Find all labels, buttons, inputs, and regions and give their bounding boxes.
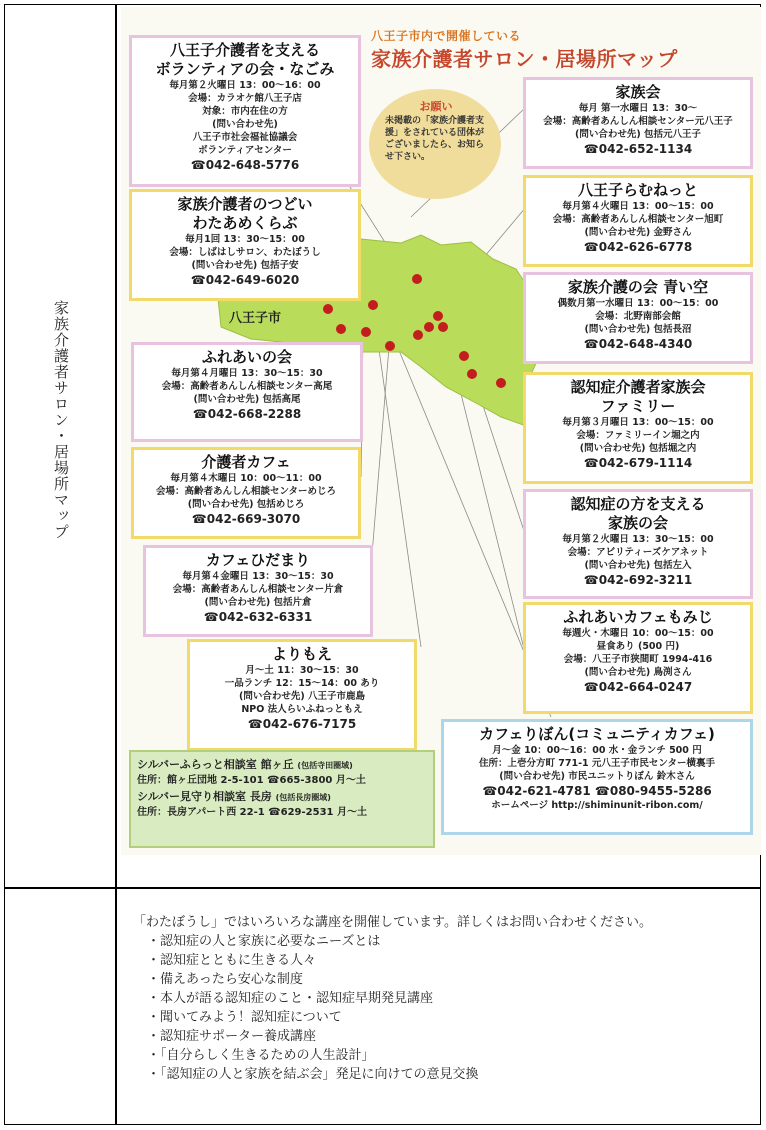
salon-detail: 昼食あり (500 円) bbox=[596, 641, 680, 652]
salon-detail: NPO 法人らいふねっともえ bbox=[241, 704, 363, 715]
lecture-item: ・ 認知症の人と家族に必要なニーズとは bbox=[147, 932, 733, 951]
venue-dot bbox=[336, 324, 346, 334]
salon-detail: 毎月第４月曜日 13：30〜15：30 bbox=[171, 368, 323, 379]
notice-title: お願い bbox=[419, 100, 453, 113]
salon-title: 八王子らむねっと bbox=[577, 181, 698, 199]
silver-line3-note: (包括長房圏域) bbox=[275, 793, 331, 802]
lecture-item: ・ 認知症サポーター養成講座 bbox=[147, 1027, 733, 1046]
salon-detail: 会場：八王子市狭間町 1994-416 bbox=[563, 654, 713, 665]
salon-detail: 対象：市内在住の方 bbox=[202, 106, 288, 117]
salon-detail: 会場：カラオケ館八王子店 bbox=[188, 93, 302, 104]
salon-box-kazokukai bbox=[523, 77, 753, 169]
salon-phone: ☎042-648-5776 bbox=[190, 158, 300, 172]
salon-detail: 八王子市社会福祉協議会 bbox=[192, 132, 298, 143]
venue-dot bbox=[424, 322, 434, 332]
salon-phone: ☎042-652-1134 bbox=[583, 142, 693, 156]
salon-phone: ☎042-668-2288 bbox=[192, 407, 302, 421]
salon-detail: (問い合わせ先) 包括片倉 bbox=[204, 597, 312, 608]
connector-line bbox=[371, 347, 389, 567]
lecture-item: ・ 備えあったら安心な制度 bbox=[147, 970, 733, 989]
salon-detail: (問い合わせ先) 包括めじろ bbox=[187, 499, 305, 510]
silver-consultation-box bbox=[129, 750, 435, 848]
silver-line1-note: (包括寺田圏域) bbox=[297, 761, 353, 770]
salon-phone: ☎042-664-0247 bbox=[583, 680, 693, 694]
document-table bbox=[4, 4, 761, 1125]
venue-dot bbox=[467, 369, 477, 379]
venue-dot bbox=[459, 351, 469, 361]
salon-detail: 会場：北野南部会館 bbox=[595, 311, 681, 322]
lecture-section bbox=[133, 913, 733, 1084]
salon-title: ふれあいカフェもみじ bbox=[563, 608, 713, 626]
venue-dot bbox=[361, 327, 371, 337]
lecture-item: ・ 本人が語る認知症のこと・認知症早期発見講座 bbox=[147, 989, 733, 1008]
salon-detail: 会場：高齢者あんしん相談センターめじろ bbox=[155, 486, 337, 497]
silver-line1: シルバーふらっと相談室 館ヶ丘 bbox=[137, 758, 294, 771]
row-divider bbox=[5, 887, 760, 889]
salon-detail: 毎週火・木曜日 10：00〜15：00 bbox=[562, 628, 714, 639]
salon-phone: ☎042-626-6778 bbox=[583, 240, 693, 254]
salon-detail: (問い合わせ先) 鳥渕さん bbox=[584, 667, 692, 678]
city-label: 八王子市 bbox=[229, 311, 282, 326]
salon-detail: (問い合わせ先) 包括長沼 bbox=[584, 324, 692, 335]
salon-phone: ☎042-649-6020 bbox=[190, 273, 300, 287]
notice-text: 未掲載の「家族介護者支援」をされている団体がございましたら、お知らせ下さい。 bbox=[385, 116, 485, 162]
venue-dot bbox=[438, 322, 448, 332]
salon-detail: (問い合わせ先) 包括元八王子 bbox=[575, 129, 701, 140]
salon-title: ふれあいの会 bbox=[201, 348, 292, 366]
salon-title: 認知症の方を支える 家族の会 bbox=[570, 495, 706, 532]
salon-detail: 会場：高齢者あんしん相談センター元八王子 bbox=[543, 116, 733, 127]
lecture-list bbox=[133, 932, 733, 1084]
lecture-item: ・ 「認知症の人と家族を結ぶ会」発足に向けての意見交換 bbox=[147, 1065, 733, 1084]
salon-detail: 一品ランチ 12：15〜14：00 あり bbox=[224, 678, 380, 689]
salon-detail: 会場：ファミリーイン堀之内 bbox=[576, 430, 700, 441]
salon-detail: 毎月第４火曜日 13：00〜15：00 bbox=[562, 201, 714, 212]
silver-line3: シルバー見守り相談室 長房 bbox=[137, 790, 272, 803]
map-subtitle: 八王子市内で開催している bbox=[371, 29, 522, 43]
salon-title: 家族介護の会 青い空 bbox=[567, 278, 709, 296]
notice-bubble bbox=[369, 89, 501, 199]
salon-box-family bbox=[523, 372, 753, 484]
venue-dot bbox=[368, 300, 378, 310]
salon-phone: ☎042-679-1114 bbox=[583, 456, 693, 470]
salon-box-cafe bbox=[131, 447, 361, 539]
venue-dot bbox=[412, 274, 422, 284]
lecture-item: ・ 聞いてみよう！認知症について bbox=[147, 1008, 733, 1027]
salon-title: 八王子介護者を支える ボランティアの会・なごみ bbox=[155, 41, 335, 78]
salon-box-fureai bbox=[131, 342, 363, 442]
salon-detail: 会場：高齢者あんしん相談センター高尾 bbox=[161, 381, 333, 392]
side-label: 家族介護者サロン・居場所マップ bbox=[52, 300, 70, 540]
salon-detail: 偶数月第一水曜日 13：00〜15：00 bbox=[557, 298, 719, 309]
column-divider bbox=[115, 5, 117, 1124]
salon-phone: ☎042-648-4340 bbox=[583, 337, 693, 351]
salon-title: 家族会 bbox=[615, 83, 661, 101]
salon-title: 家族介護者のつどい わたあめくらぶ bbox=[177, 195, 313, 232]
salon-map bbox=[121, 7, 761, 855]
salon-detail: (問い合わせ先) 包括堀之内 bbox=[579, 443, 697, 454]
salon-detail: (問い合わせ先) 包括高尾 bbox=[193, 394, 301, 405]
salon-detail: 会場：しばはしサロン、わたぼうし bbox=[169, 247, 321, 258]
salon-detail: 毎月 第一水曜日 13：30〜 bbox=[578, 103, 698, 114]
venue-dot bbox=[385, 341, 395, 351]
salon-detail: (問い合わせ先) 金野さん bbox=[584, 227, 692, 238]
venue-dot bbox=[413, 330, 423, 340]
venue-dot bbox=[496, 378, 506, 388]
salon-phone: ☎042-632-6331 bbox=[203, 610, 313, 624]
salon-detail: 毎月第３月曜日 13：00〜15：00 bbox=[562, 417, 714, 428]
salon-box-nagomi bbox=[129, 35, 361, 187]
salon-phone: ☎042-669-3070 bbox=[191, 512, 301, 526]
salon-detail: 住所：上壱分方町 771-1 元八王子市民センター横裏手 bbox=[478, 758, 716, 769]
salon-box-ramune bbox=[523, 175, 753, 267]
salon-title: カフェりぼん(コミュニティカフェ) bbox=[479, 725, 715, 743]
salon-box-yorimoe bbox=[187, 639, 417, 751]
lecture-intro: 「わたぼうし」ではいろいろな講座を開催しています。詳しくはお問い合わせください。 bbox=[133, 915, 652, 930]
salon-detail: 月〜土 11：30〜15：30 bbox=[245, 665, 359, 676]
salon-detail: (問い合わせ先) bbox=[212, 119, 278, 130]
salon-phone: ☎042-621-4781 ☎080-9455-5286 bbox=[482, 784, 712, 798]
venue-dot bbox=[433, 311, 443, 321]
salon-phone: ☎042-692-3211 bbox=[583, 573, 693, 587]
lecture-item: ・ 認知症とともに生きる人々 bbox=[147, 951, 733, 970]
lecture-item: ・ 「自分らしく生きるための人生設計」 bbox=[147, 1046, 733, 1065]
silver-line2: 住所：館ヶ丘団地 2-5-101 ☎665-3800 月〜土 bbox=[137, 775, 366, 786]
salon-title: よりもえ bbox=[271, 645, 332, 663]
salon-detail: 毎月1回 13：30〜15：00 bbox=[185, 234, 305, 245]
salon-detail: 会場：高齢者あんしん相談センター片倉 bbox=[172, 584, 344, 595]
salon-detail: (問い合わせ先) 市民ユニットりぼん 鈴木さん bbox=[499, 771, 695, 782]
salon-homepage-link[interactable]: ホームページ http://shiminunit-ribon.com/ bbox=[491, 800, 703, 811]
salon-detail: 毎月第４木曜日 10：00〜11：00 bbox=[170, 473, 322, 484]
salon-box-sasaeru bbox=[523, 489, 753, 599]
salon-detail: 毎月第４金曜日 13：30〜15：30 bbox=[182, 571, 334, 582]
salon-detail: 月〜金 10：00〜16：00 水・金ランチ 500 円 bbox=[492, 745, 702, 756]
salon-detail: (問い合わせ先) 包括左入 bbox=[584, 560, 692, 571]
salon-box-hidamari bbox=[143, 545, 373, 637]
salon-detail: 毎月第２火曜日 13：00〜16：00 bbox=[169, 80, 321, 91]
salon-box-momiji bbox=[523, 602, 753, 714]
salon-detail: 毎月第２火曜日 13：30〜15：00 bbox=[562, 534, 714, 545]
salon-box-ribon bbox=[441, 719, 753, 835]
salon-title: 介護者カフェ bbox=[201, 453, 291, 471]
salon-detail: 会場：アビリティーズケアネット bbox=[567, 547, 709, 558]
salon-detail: ボランティアセンター bbox=[198, 145, 292, 156]
salon-title: カフェひだまり bbox=[205, 551, 311, 569]
salon-title: 認知症介護者家族会 ファミリー bbox=[570, 378, 706, 415]
salon-detail: (問い合わせ先) 包括子安 bbox=[191, 260, 299, 271]
map-title: 家族介護者サロン・居場所マップ bbox=[371, 47, 678, 71]
salon-detail: (問い合わせ先) 八王子市鹿島 bbox=[239, 691, 365, 702]
salon-box-aozora bbox=[523, 272, 753, 364]
salon-phone: ☎042-676-7175 bbox=[247, 717, 357, 731]
salon-detail: 会場：高齢者あんしん相談センター旭町 bbox=[552, 214, 724, 225]
salon-box-watame bbox=[129, 189, 361, 301]
silver-line4: 住所：長房アパート西 22-1 ☎629-2531 月〜土 bbox=[137, 807, 367, 818]
venue-dot bbox=[323, 304, 333, 314]
